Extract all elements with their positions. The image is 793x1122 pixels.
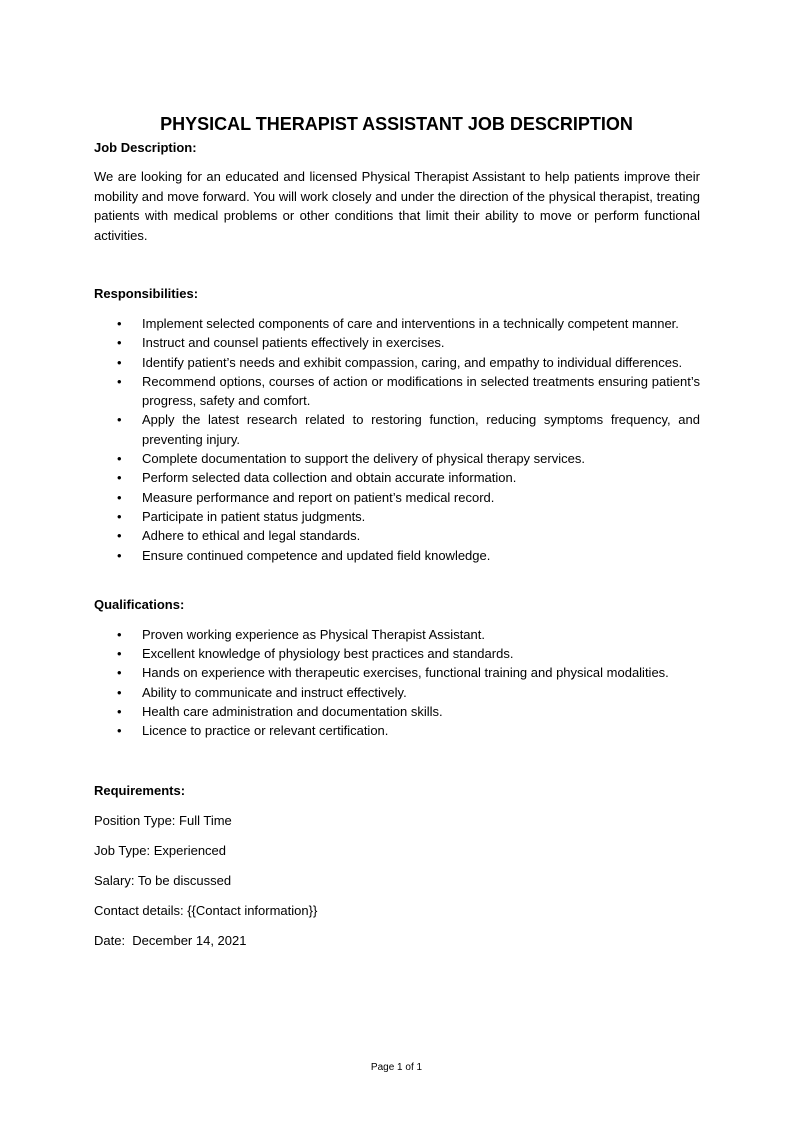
list-item [94, 625, 700, 644]
list-item [94, 353, 700, 372]
bullet-icon: • [117, 451, 122, 467]
list-item-text: Ability to communicate and instruct effectively. [142, 684, 407, 700]
bullet-icon: • [117, 723, 122, 739]
list-item-text: Adhere to ethical and legal standards. [142, 528, 361, 544]
list-item-text: Apply the latest research related to restoring function, reducing symptoms frequency, and preventing injury. [142, 412, 700, 447]
list-item [94, 333, 700, 352]
list-item [94, 410, 700, 449]
list-item [94, 721, 700, 740]
page-number-footer: Page 1 of 1 [370, 1062, 423, 1073]
bullet-icon: • [117, 489, 122, 505]
list-item-text: Measure performance and report on patient’s medical record. [142, 489, 495, 505]
list-item-text: Licence to practice or relevant certification. [142, 723, 389, 739]
bullet-icon: • [117, 665, 122, 681]
bullet-icon: • [117, 528, 122, 544]
document-date: Date: December 14, 2021 [94, 932, 247, 948]
bullet-icon: • [117, 626, 122, 642]
list-item-text: Ensure continued competence and updated field knowledge. [142, 547, 491, 563]
position-type: Position Type: Full Time [94, 812, 232, 828]
bullet-icon: • [117, 335, 122, 351]
responsibilities-heading: Responsibilities: [94, 286, 199, 301]
list-item-text: Identify patient’s needs and exhibit compassion, caring, and empathy to individual differences. [142, 354, 683, 370]
list-item-text: Hands on experience with therapeutic exercises, functional training and physical modalities. [142, 665, 669, 681]
list-item-text: Instruct and counsel patients effectively in exercises. [142, 335, 445, 351]
list-item [94, 449, 700, 468]
list-item [94, 372, 700, 411]
bullet-icon: • [117, 470, 122, 486]
list-item-text: Health care administration and documentation skills. [142, 704, 443, 720]
list-item-text: Participate in patient status judgments. [142, 508, 366, 524]
job-type: Job Type: Experienced [94, 842, 227, 858]
list-item [94, 526, 700, 545]
list-item [94, 702, 700, 721]
list-item-text: Proven working experience as Physical Therapist Assistant. [142, 626, 485, 642]
bullet-icon: • [117, 373, 122, 389]
job-description-heading: Job Description: [94, 140, 197, 155]
list-item-text: Implement selected components of care and interventions in a technically competent manner. [142, 316, 679, 331]
bullet-icon: • [117, 684, 122, 700]
list-item [94, 546, 700, 565]
list-item-text: Recommend options, courses of action or modifications in selected treatments ensuring patient’s progress, safety and comfort. [142, 373, 700, 409]
list-item [94, 644, 700, 663]
job-description-text: We are looking for an educated and licensed Physical Therapist Assistant to help patients improve their mobility and move forward. You will work closely and under the direction of the physical therapist, treating patients with medical problems or other conditions that limit their ability to move or perform functional activities. [94, 169, 700, 243]
list-item [94, 314, 700, 333]
bullet-icon: • [117, 508, 122, 524]
list-item [94, 488, 700, 507]
list-item-text: Excellent knowledge of physiology best practices and standards. [142, 646, 514, 662]
bullet-icon: • [117, 316, 122, 331]
list-item-text: Perform selected data collection and obtain accurate information. [142, 470, 517, 486]
bullet-icon: • [117, 547, 122, 563]
list-item-text: Complete documentation to support the delivery of physical therapy services. [142, 451, 585, 467]
requirements-heading: Requirements: [94, 782, 186, 798]
bullet-icon: • [117, 354, 122, 370]
contact-details: Contact details: {{Contact information}} [94, 902, 318, 918]
document-body [94, 138, 700, 950]
responsibilities-list [94, 314, 700, 565]
list-item [94, 683, 700, 702]
bullet-icon: • [117, 704, 122, 720]
document-title: PHYSICAL THERAPIST ASSISTANT JOB DESCRIPTION [160, 114, 633, 134]
bullet-icon: • [117, 412, 122, 428]
list-item [94, 507, 700, 526]
salary: Salary: To be discussed [94, 872, 232, 888]
qualifications-list [94, 625, 700, 741]
list-item [94, 663, 700, 682]
list-item [94, 468, 700, 487]
bullet-icon: • [117, 646, 122, 662]
qualifications-heading: Qualifications: [94, 596, 185, 612]
